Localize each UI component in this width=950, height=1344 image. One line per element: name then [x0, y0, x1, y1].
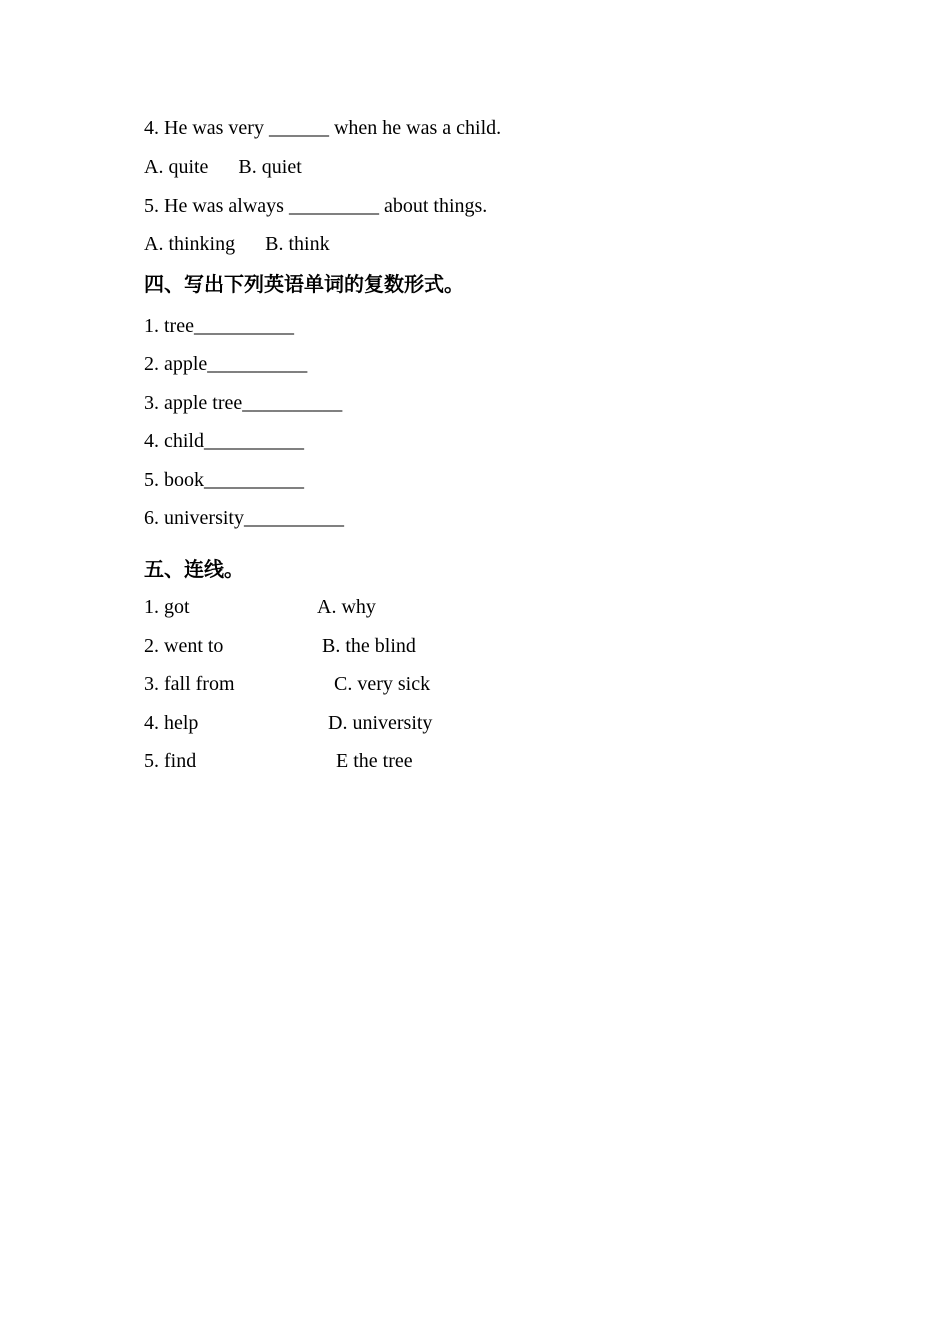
- match-right-item: E the tree: [336, 750, 413, 772]
- question-4-options: A. quite B. quiet: [144, 156, 302, 178]
- match-left-item: 3. fall from: [144, 673, 235, 695]
- match-right-item: A. why: [317, 596, 376, 618]
- plural-item: 3. apple tree__________: [144, 392, 343, 414]
- match-left-item: 2. went to: [144, 635, 224, 657]
- question-5: 5. He was always _________ about things.: [144, 195, 488, 217]
- section-5-heading: 五、连线。: [144, 557, 244, 581]
- match-left-item: 5. find: [144, 750, 197, 772]
- match-right-item: D. university: [328, 712, 433, 734]
- match-left-item: 4. help: [144, 712, 199, 734]
- match-right-item: C. very sick: [334, 673, 431, 695]
- plural-item: 4. child__________: [144, 430, 304, 452]
- section-4-heading: 四、写出下列英语单词的复数形式。: [144, 272, 464, 296]
- match-right-item: B. the blind: [322, 635, 416, 657]
- plural-item: 2. apple__________: [144, 353, 308, 375]
- match-left-item: 1. got: [144, 596, 190, 618]
- plural-item: 5. book__________: [144, 469, 304, 491]
- plural-item: 6. university__________: [144, 507, 344, 529]
- question-5-options: A. thinking B. think: [144, 233, 330, 255]
- plural-item: 1. tree__________: [144, 315, 294, 337]
- question-4: 4. He was very ______ when he was a child.: [144, 117, 502, 139]
